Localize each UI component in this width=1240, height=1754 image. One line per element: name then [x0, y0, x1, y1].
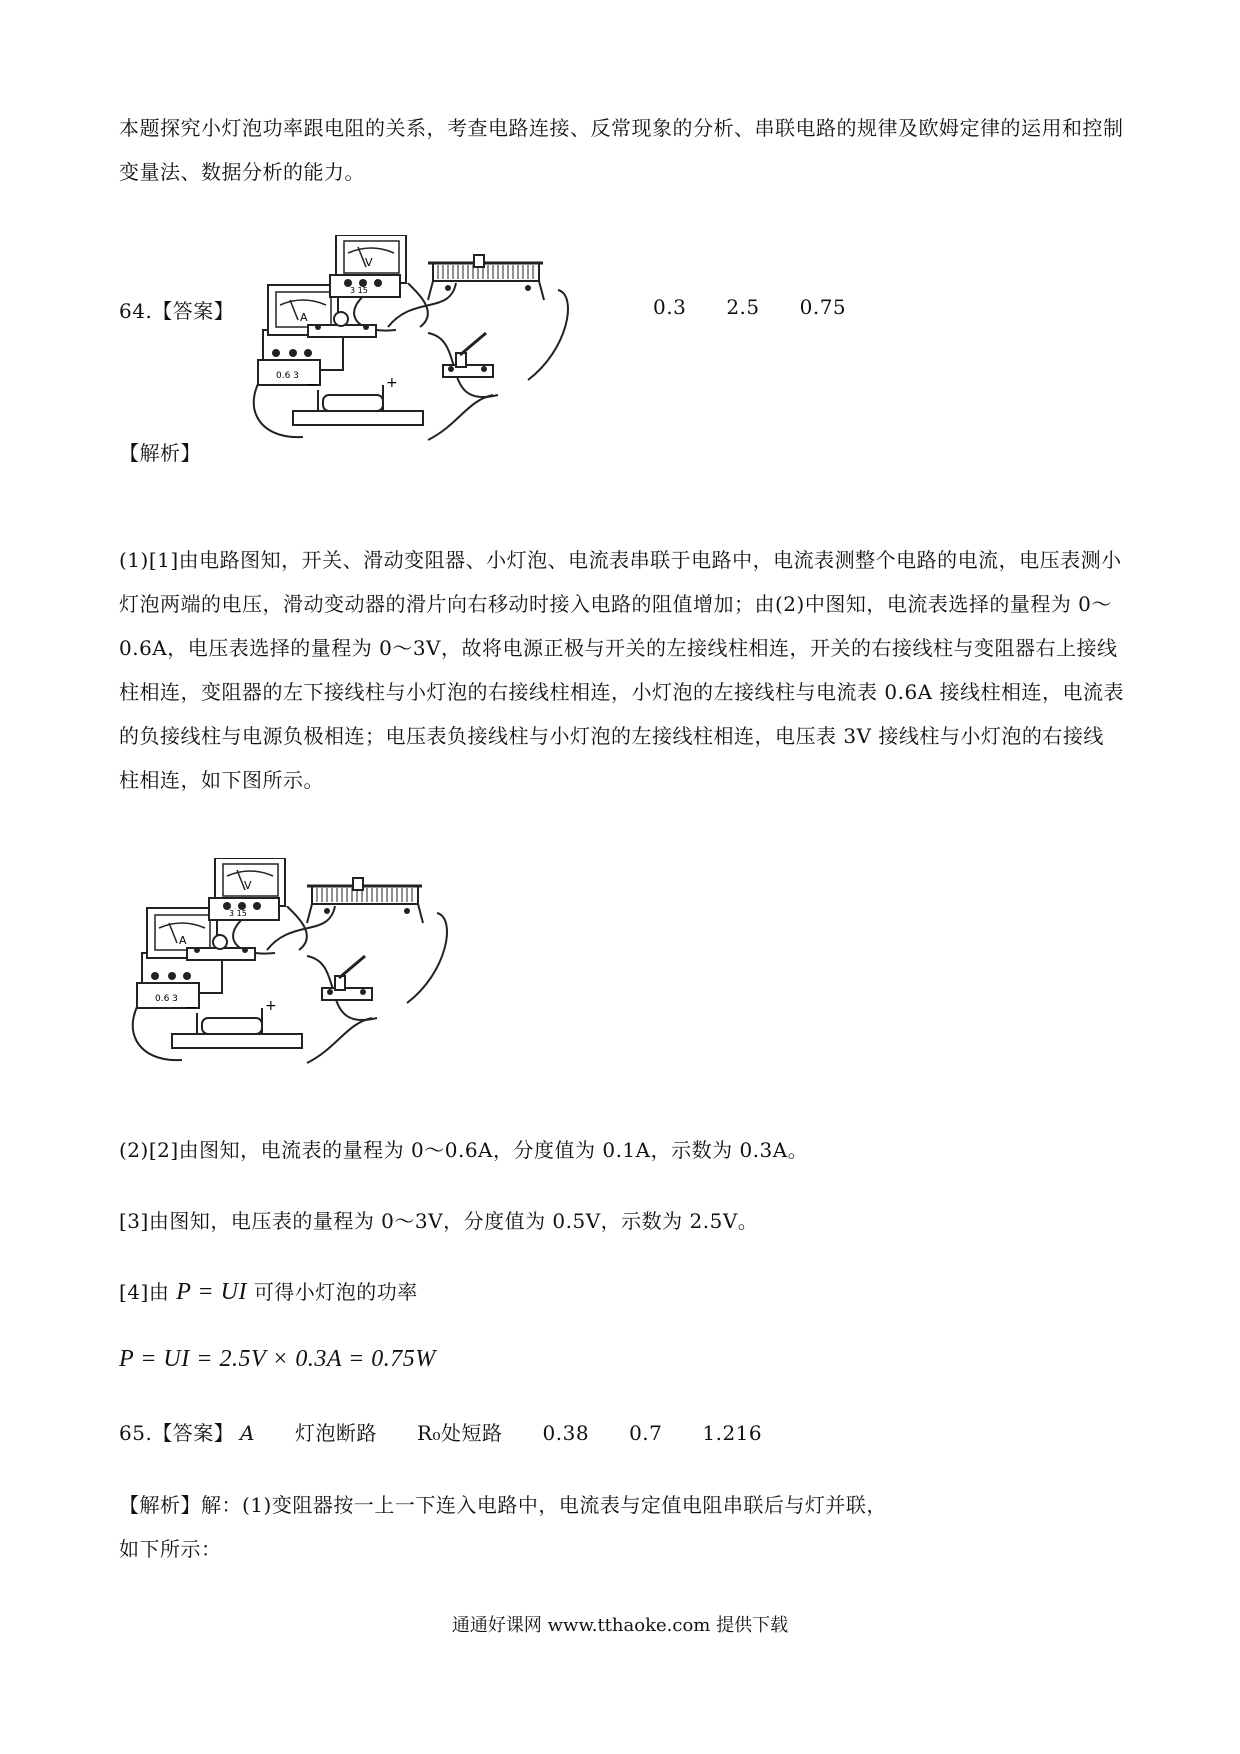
- battery-plus-label: +: [265, 998, 277, 1014]
- voltmeter-letter: V: [244, 879, 252, 892]
- battery-minus-label: −: [306, 377, 318, 393]
- q65-analysis-paragraph-2: 如下所示：: [119, 1537, 222, 1561]
- q64-answer-label: 64.【答案】: [119, 299, 235, 323]
- power-formula-inline: P = UI: [176, 1279, 247, 1305]
- voltmeter-icon: [209, 858, 285, 920]
- q65-answer-label: 65.【答案】: [119, 1421, 235, 1445]
- q65-analysis-label: 【解析】: [119, 1493, 201, 1517]
- q65-analysis: [119, 1489, 887, 1518]
- rheostat-icon: [428, 255, 544, 300]
- q64-answer-1: 0.3: [653, 295, 687, 319]
- battery-minus-label: −: [185, 1000, 197, 1016]
- q65-answer-1: A: [240, 1421, 255, 1445]
- q65-answers: [240, 1417, 802, 1446]
- intro-paragraph: 本题探究小灯泡功率跟电阻的关系，考查电路连接、反常现象的分析、串联电路的规律及欧姆定律的运用和控制变量法、数据分析的能力。: [119, 116, 1124, 184]
- page-footer: 通通好课网 www.tthaoke.com 提供下载: [451, 1615, 789, 1636]
- voltmeter-icon: [330, 235, 406, 297]
- circuit-figure-2: [117, 858, 497, 1083]
- voltmeter-terminals: 3 15: [229, 909, 247, 918]
- q65-answer-4: 0.38: [542, 1421, 590, 1445]
- ammeter-letter: A: [300, 311, 308, 324]
- q64-answer-3: 0.75: [799, 295, 847, 319]
- ammeter-letter: A: [179, 934, 187, 947]
- q65-answer-3: R₀处短路: [416, 1421, 503, 1445]
- rheostat-icon: [307, 878, 423, 923]
- q65-answer-6: 1.216: [702, 1421, 763, 1445]
- ammeter-terminals: 0.6 3: [276, 371, 299, 381]
- q64-analysis-paragraph-1: (1)[1]由电路图知，开关、滑动变阻器、小灯泡、电流表串联于电路中，电流表测整个电路的电流，电压表测小灯泡两端的电压，滑动变动器的滑片向右移动时接入电路的阻值增加；由(2)中图知，电流表选择的量程为 0～0.6A，电压表选择的量程为 0～3V，故将电源正极与开关的左接线柱相连，开关的右接线柱与变阻器右上接线柱相连，变阻器的左下接线柱与小灯泡的右接线柱相连，小灯泡的左接线柱与电流表 0.6A 接线柱相连，电流表的负接线柱与电源负极相连；电压表负接线柱与小灯泡的左接线柱相连，电压表 3V 接线柱与小灯泡的右接线柱相连，如下图所示。: [119, 548, 1124, 792]
- q65-answer-2: 灯泡断路: [294, 1421, 377, 1445]
- q64-analysis-4-post: 可得小灯泡的功率: [253, 1280, 418, 1304]
- battery-icon: [172, 998, 302, 1048]
- battery-plus-label: +: [386, 375, 398, 391]
- q64-answers: [653, 295, 886, 319]
- q64-analysis-paragraph-3: [3]由图知，电压表的量程为 0～3V，分度值为 0.5V，示数为 2.5V。: [119, 1209, 759, 1233]
- q64-analysis-paragraph-2: (2)[2]由图知，电流表的量程为 0～0.6A，分度值为 0.1A，示数为 0.3A。: [119, 1138, 809, 1162]
- q64-answer-2: 2.5: [726, 295, 760, 319]
- q64-analysis-4-pre: [4]由: [119, 1280, 170, 1304]
- q64-analysis-label: 【解析】: [119, 441, 201, 465]
- battery-icon: [293, 375, 423, 425]
- power-formula-final: P = UI = 2.5V × 0.3A = 0.75W: [119, 1346, 436, 1372]
- voltmeter-letter: V: [365, 256, 373, 269]
- voltmeter-terminals: 3 15: [350, 286, 368, 295]
- circuit-figure-1: [238, 235, 618, 460]
- q65-analysis-paragraph-1: 解：(1)变阻器按一上一下连入电路中，电流表与定值电阻串联后与灯并联，: [201, 1493, 887, 1517]
- ammeter-terminals: 0.6 3: [155, 994, 178, 1004]
- q65-answer-5: 0.7: [629, 1421, 663, 1445]
- q64-analysis-paragraph-4: [119, 1276, 418, 1306]
